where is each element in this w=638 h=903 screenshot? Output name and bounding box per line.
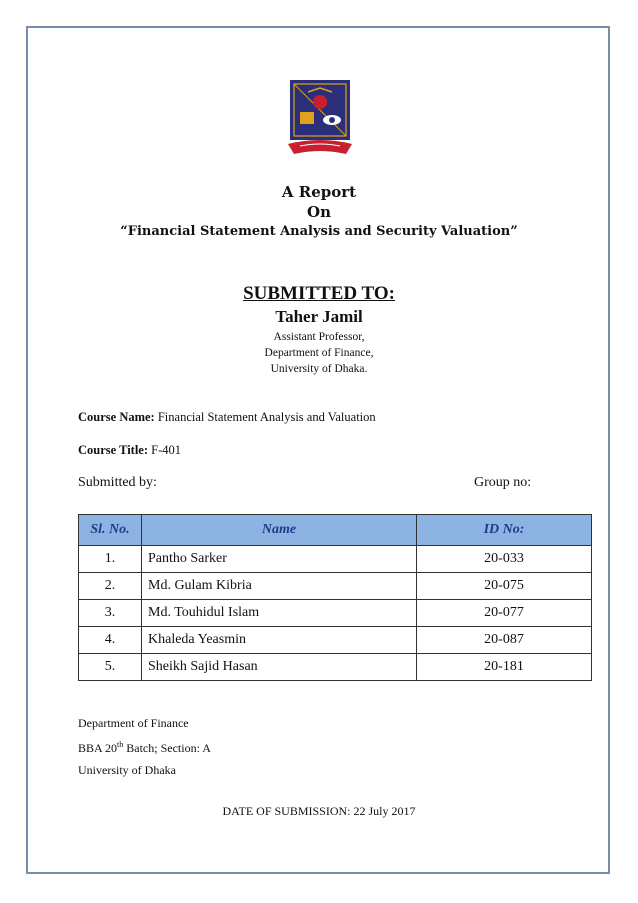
cell-id: 20-033: [417, 546, 592, 573]
submitted-to-heading: SUBMITTED TO:: [243, 283, 395, 304]
course-name-label: Course Name:: [78, 410, 155, 424]
cell-sl: 3.: [79, 600, 142, 627]
table-row: [79, 600, 592, 627]
university-seal-icon: [286, 78, 354, 160]
course-name-line: [78, 410, 376, 425]
report-on: On: [307, 203, 331, 221]
supervisor-university: University of Dhaka.: [270, 363, 368, 375]
cell-name: Pantho Sarker: [142, 546, 417, 573]
cell-name: Khaleda Yeasmin: [142, 627, 417, 654]
cell-id: 20-087: [417, 627, 592, 654]
cell-name: Md. Gulam Kibria: [142, 573, 417, 600]
supervisor-designation: Assistant Professor,: [273, 331, 365, 343]
members-table: [78, 514, 592, 681]
batch-prefix: BBA 20: [78, 741, 118, 755]
table-row: [79, 546, 592, 573]
group-no-label: Group no:: [474, 475, 532, 490]
cell-id: 20-075: [417, 573, 592, 600]
course-title-label: Course Title:: [78, 443, 149, 457]
header-sl: Sl. No.: [79, 515, 142, 546]
footer-university: University of Dhaka: [78, 763, 176, 777]
cell-sl: 1.: [79, 546, 142, 573]
table-header-row: [79, 515, 592, 546]
submitted-by-label: Submitted by:: [78, 475, 157, 490]
cell-name: Sheikh Sajid Hasan: [142, 654, 417, 681]
report-topic: “Financial Statement Analysis and Security Valuation”: [120, 224, 518, 239]
table-row: [79, 627, 592, 654]
batch-suffix: Batch; Section: A: [123, 741, 211, 755]
course-title-value: F-401: [151, 443, 182, 457]
cell-id: 20-077: [417, 600, 592, 627]
batch-sup: th: [117, 740, 124, 749]
footer-department: Department of Finance: [78, 716, 189, 730]
report-title: A Report: [281, 183, 357, 201]
table-row: [79, 573, 592, 600]
supervisor-department: Department of Finance,: [264, 347, 374, 359]
cell-sl: 4.: [79, 627, 142, 654]
cell-name: Md. Touhidul Islam: [142, 600, 417, 627]
footer-batch: [78, 740, 211, 756]
header-name: Name: [142, 515, 417, 546]
table-row: [79, 654, 592, 681]
submission-date: DATE OF SUBMISSION: 22 July 2017: [222, 804, 416, 818]
cell-sl: 5.: [79, 654, 142, 681]
cell-id: 20-181: [417, 654, 592, 681]
cell-sl: 2.: [79, 573, 142, 600]
course-title-line: [78, 443, 181, 458]
course-name-value: Financial Statement Analysis and Valuation: [157, 410, 376, 424]
header-id: ID No:: [417, 515, 592, 546]
supervisor-name: Taher Jamil: [275, 307, 363, 326]
